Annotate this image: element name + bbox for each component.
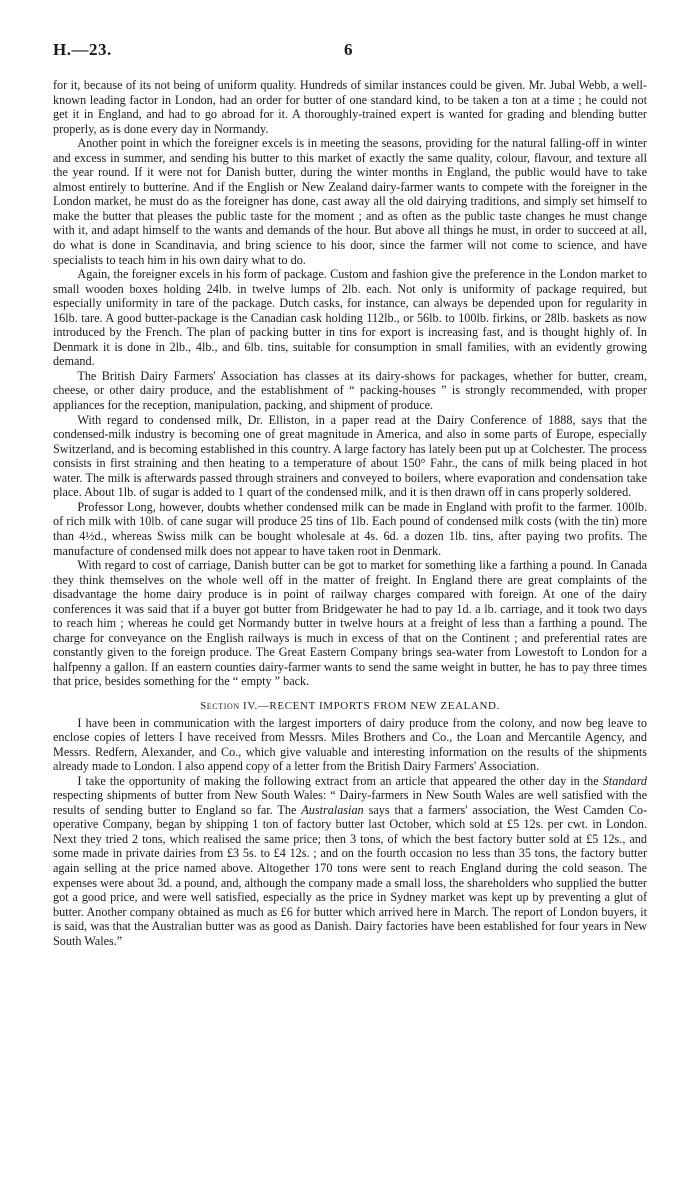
document-reference: H.—23. [53,40,112,59]
section-label: Section IV. [200,699,258,712]
newspaper-title-standard: Standard [602,773,647,788]
paragraph: Again, the foreigner excels in his form of package. Custom and fashion give the preference in the London market to small wooden boxes holding 24lb. in twelve lumps of 2lb. each. Not only is uniformity of package required, but especially uniformity in tare of the package. Dutch casks, for instance, can always be depended upon for regularity in 16lb. tare. A good butter-package is the Canadian cask holding 112lb., or 56lb. to 100lb. firkins, or 28lb. baskets as now introduced by the French. The plan of packing butter in tins for export is increasing fast, and is thought highly of. In Denmark it is done in 2lb., 4lb., and 6lb. tins, suitable for consumption in small families, with an evidently growing demand. [53,267,647,369]
text-run: respecting shipments of butter from New South Wales: “ Dairy-farmers in New South Wales are well satisfied with the results of sending butter to England so far. The [53,788,647,817]
page-number: 6 [344,40,353,59]
paragraph-with-quote [53,774,647,949]
document-body [53,78,647,948]
paragraph: Another point in which the foreigner excels is in meeting the seasons, providing for the natural falling-off in winter and excess in summer, and sending his butter to this market of exactly the same quality, colour, flavour, and texture all the year round. If it were not for Danish butter, during the winter months in England, the public would have to take almost entirely to butterine. And if the English or New Zealand dairy-farmer wants to compete with the foreigner in the London market, he must do as the foreigner has done, cast away all the old dairying traditions, and simply set himself to make the butter that pleases the public taste for the moment ; and as often as the public taste changes he must change with it, and adapt himself to the wants and demands of the hour. But above all things he must, in order to succeed at all, do what is done in Scandinavia, and bring science to his door, since the farmer will not come to science, and have specialists to teach him in his own dairy what to do. [53,136,647,267]
paragraph: The British Dairy Farmers' Association has classes at its dairy-shows for packages, whether for butter, cream, cheese, or other dairy produce, and the establishment of “ packing-houses ” is strongly recommended, with proper appliances for the reception, manipulation, packing, and shipment of produce. [53,368,647,413]
text-run: I take the opportunity of making the following extract from an article that appeared the other day in the [77,773,603,788]
paragraph: Professor Long, however, doubts whether condensed milk can be made in England with profit to the farmer. 100lb. of rich milk with 10lb. of cane sugar will produce 25 tins of 1lb. Each pound of condensed milk costs (with the tin) more than 4½d., whereas Swiss milk can be bought wholesale at 4s. 6d. a dozen 1lb. tins, after paying two profits. The manufacture of condensed milk does not appear to have taken root in Denmark. [53,499,647,558]
text-run: says that a farmers' association, the West Camden Co-operative Company, began by shipping 1 ton of factory butter last October, which sold at £5 12s. per cwt. in London. Next they tried 2 tons, which realised the same price; then 3 tons, of which the best factory butter sold at £5 12s., and some made in private dairies from £3 5s. to £4 12s. ; and on the fourth occasion no less than 35 tons, the factory butter again selling at the price named above. Altogether 170 tons were sent to reach England during the cold season. The expenses were about 3d. a pound, and, although the company made a small loss, the shareholders who supplied the butter got a good price, and were well satisfied, especially as the price in Sydney market was kept up by preventing a glut of butter. Another company obtained as much as £6 for butter which arrived here in March. The report of London buyers, it is said, was that the Australian butter was as good as Danish. Dairy factories have been established for four years in New South Wales.” [53,802,648,948]
newspaper-title-australasian: Australasian [301,802,364,817]
paragraph: I have been in communication with the largest importers of dairy produce from the colony, and now beg leave to enclose copies of letters I have received from Messrs. Miles Brothers and Co., the Loan and Mercantile Agency, and Messrs. Redfern, Alexander, and Co., which give valuable and interesting information on the results of the shipments already made to London. I also append copy of a letter from the British Dairy Farmers' Association. [53,715,647,774]
paragraph: With regard to condensed milk, Dr. Elliston, in a paper read at the Dairy Conference of 1888, says that the condensed-milk industry is becoming one of great magnitude in America, and also in some parts of Europe, especially Switzerland, and is becoming established in this country. A large factory has lately been put up at Colchester. The process consists in first straining and then heating to a temperature of about 150° Fahr., the cans of milk being placed in hot water. The milk is afterwards passed through strainers and conveyed to boilers, where evaporation and condensation take place. About 1lb. of sugar is added to 1 quart of the condensed milk, and it is then drawn off in cans properly soldered. [53,412,647,500]
paragraph: With regard to cost of carriage, Danish butter can be got to market for something like a farthing a pound. In Canada they think themselves on the whole well off in the matter of freight. In England there are great complaints of the disadvantage the home dairy produce is in point of railway charges compared with foreign. At one of the dairy conferences it was said that if a buyer got butter from Bridgewater he had to pay 1d. a lb. carriage, and it took two days to reach him ; whereas he could get Normandy butter in twelve hours at a freight of less than a farthing a pound. The charge for conveyance on the English railways is much in excess of that on the Continent ; and preferential rates are constantly given to the foreign produce. The Great Eastern Company brings sea-water from Lowestoft to London for a halfpenny a gallon. If an eastern counties dairy-farmer wants to send the same weight in butter, he has to pay three times that price, besides something for the “ empty ” back. [53,558,647,689]
section-title: —RECENT IMPORTS FROM NEW ZEALAND. [257,699,500,712]
section-heading [53,699,647,714]
paragraph: for it, because of its not being of uniform quality. Hundreds of similar instances could be given. Mr. Jubal Webb, a well-known leading factor in London, had an order for butter of one standard kind, to be taken a ton at a time ; he could not get it in England, and had to go abroad for it. A thoroughly-trained expert is wanted for grading and blending butter properly, as is done every day in Normandy. [53,78,647,136]
